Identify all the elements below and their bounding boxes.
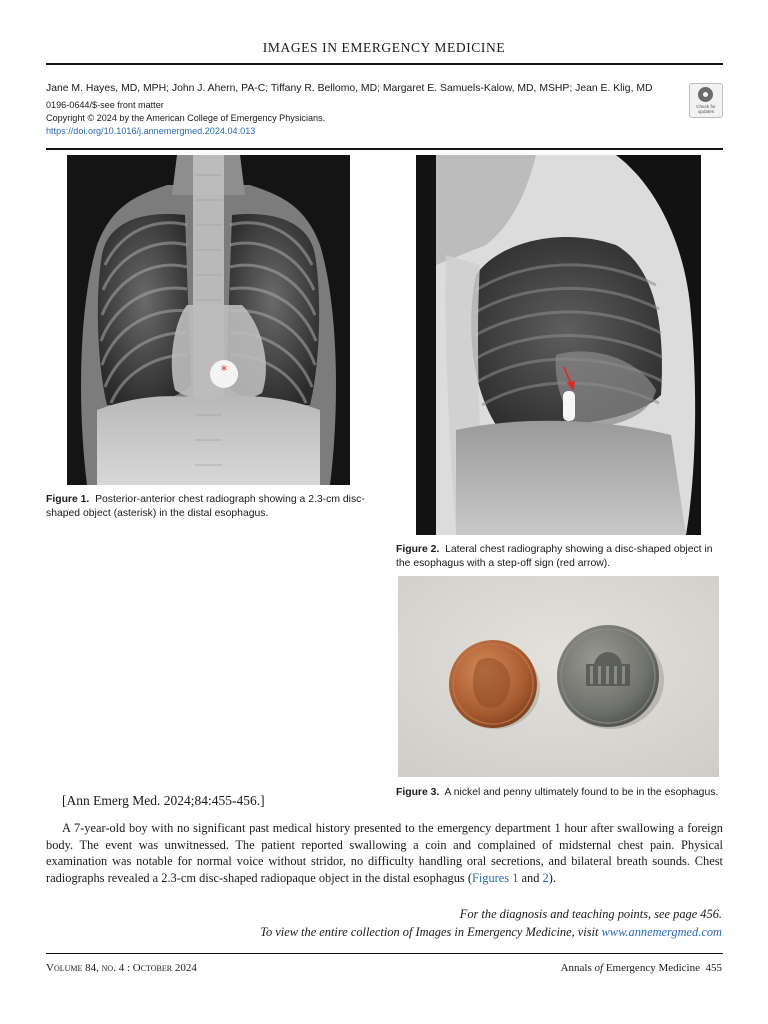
figure-3-label: Figure 3. [396,787,440,798]
figure-2-caption [396,543,726,571]
collection-link[interactable]: www.annemergmed.com [601,925,722,939]
figure-1-caption [46,493,376,521]
page-number: 455 [705,962,722,974]
figure-3-caption-text: A nickel and penny ultimately found to be in the esophagus. [444,787,719,798]
figure-3-caption [396,786,726,800]
header-rule [46,63,723,65]
crossmark-label: Check for updates [696,104,716,115]
coin-marker-lateral [563,391,575,421]
figure-2-link[interactable]: 2 [542,870,549,885]
figure-1-label: Figure 1. [46,494,90,505]
footer-rule [46,953,723,954]
figure-2-image [416,155,701,535]
footer-volume: Volume 84, no. 4 : October 2024 [46,962,197,974]
figure-2-label: Figure 2. [396,544,440,555]
diagnosis-note: For the diagnosis and teaching points, see page 456. [459,907,722,921]
header-rule-bottom [46,148,723,150]
collection-note: To view the entire collection of Images in Emergency Medicine, visit www.annemergmed.com [260,925,722,939]
asterisk-marker: * [220,364,228,379]
figure-1-image [67,155,350,485]
body-paragraph: A 7-year-old boy with no significant past medical history presented to the emergency department 1 hour after swallowing a foreign body. The event was unwitnessed. The patient reported swallowing a coin and complained of midsternal chest pain. Physical examination was notable for normal voice without stridor, no difficulty handling oral secretions, and bilateral breath sounds. Chest radiographs revealed a 2.3-cm disc-shaped radiopaque object in the distal esophagus (Figures 1 and 2). [46,821,723,885]
figure-2-caption-text: Lateral chest radiography showing a disc-shaped object in the esophagus with a step-off sign (red arrow). [396,544,713,569]
section-title: IMAGES IN EMERGENCY MEDICINE [262,40,506,55]
author-list: Jane M. Hayes, MD, MPH; John J. Ahern, PA-C; Tiffany R. Bellomo, MD; Margaret E. Samuels-Kalow, MD, MSHP; Jean E. Klig, MD [46,83,653,94]
figure-1-caption-text: Posterior-anterior chest radiograph showing a 2.3-cm disc-shaped object (asterisk) in the distal esophagus. [46,494,365,519]
doi-link[interactable]: https://doi.org/10.1016/j.annemergmed.2024.04.013 [46,126,256,136]
crossmark-icon [698,87,713,102]
figures-1-link[interactable]: Figures 1 [471,870,519,885]
copyright-line: Copyright © 2024 by the American College of Emergency Physicians. [46,113,326,123]
citation: [Ann Emerg Med. 2024;84:455-456.] [62,793,265,808]
footer-journal: Annals of Emergency Medicine 455 [560,962,722,974]
figure-3-image [398,576,719,777]
issn-line: 0196-0644/$-see front matter [46,100,164,110]
check-for-updates-badge[interactable] [689,83,723,118]
